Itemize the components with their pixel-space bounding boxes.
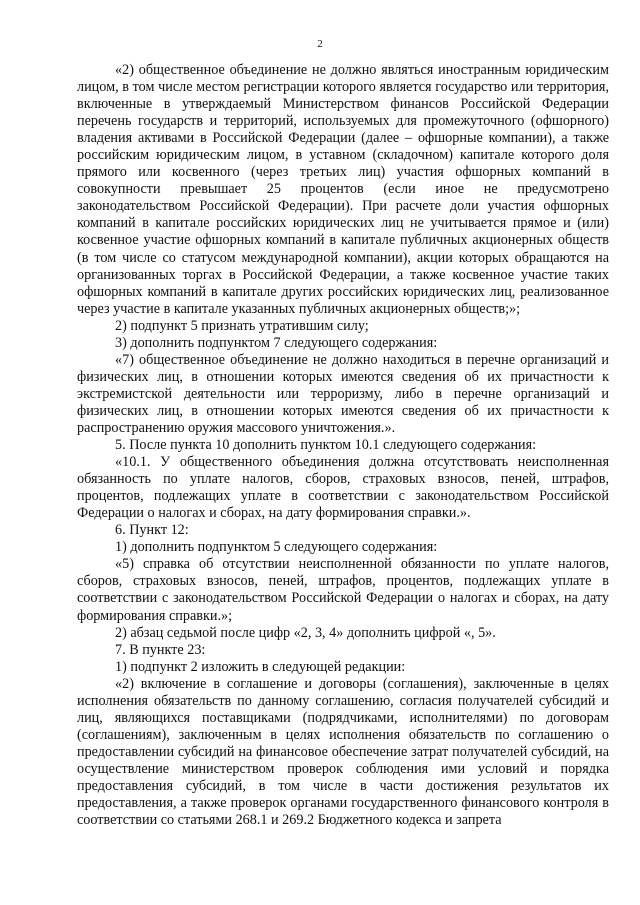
paragraph-add-subclause-7: 3) дополнить подпунктом 7 следующего содержания: (115, 334, 438, 351)
paragraph-certificate-text: «5) справка об отсутствии неисполненной обязанности по уплате налогов, сборов, страховых взносов, пеней, штрафов, процентов, подлежащих уплате в соответствии с законодательством Российской Федерации о налогах и сборах, на дату формирования справки.»; (77, 556, 609, 624)
paragraph-subclause-5-void: 2) подпункт 5 признать утратившим силу; (115, 317, 369, 334)
page-number: 2 (317, 38, 323, 50)
paragraph-item-7-subclause-1: 1) подпункт 2 изложить в следующей редакции: (115, 658, 406, 675)
paragraph-offshore-clause: «2) общественное объединение не должно являться иностранным юридическим лицом, в том числе местом регистрации которого является государство или территория, включенные в утверждаемый Министерством финансов Российской Федерации перечень государств и территорий, используемых для промежуточного (офшорного) владения активами в Российской Федерации (далее – офшорные компании), а также российским юридическим лицом, в уставном (складочном) капитале которого доля прямого или косвенного (через третьих лиц) участия офшорных компаний в совокупности превышает 25 процентов (если иное не предусмотрено законодательством Российской Федерации). При расчете доли участия офшорных компаний в капитале российских юридических лиц не учитывается прямое и (или) косвенное участие офшорных компаний в капитале публичных акционерных обществ (в том числе со статусом международной компании), акции которых обращаются на организованных торгах в Российской Федерации, а также косвенное участие таких офшорных компаний в капитале других российских юридических лиц, реализованное через участие в капитале указанных публичных акционерных обществ;»; (77, 62, 609, 317)
paragraph-item-7: 7. В пункте 23: (115, 641, 206, 658)
paragraph-subclause-7-text: «7) общественное объединение не должно находиться в перечне организаций и физических лиц, в отношении которых имеются сведения об их причастности к экстремистской деятельности или терроризму, либо в перечне организаций и физических лиц, в отношении которых имеются сведения об их причастности к распространению оружия массового уничтожения.». (77, 351, 609, 436)
paragraph-agreement-clause: «2) включение в соглашение и договоры (соглашения), заключенные в целях исполнения обязательств по данному соглашению, согласия получателей субсидий и лиц, являющихся поставщиками (подрядчиками, исполнителями) по договорам (соглашениям), заключенным в целях исполнения обязательств по соглашению о предоставлении субсидий на финансовое обеспечение затрат получателей субсидий, на осуществление министерством проверок соблюдения ими условий и порядка предоставления субсидий, в том числе в части достижения результатов их предоставления, а также проверок органами государственного финансового контроля в соответствии со статьями 268.1 и 269.2 Бюджетного кодекса и запрета (77, 675, 609, 829)
paragraph-item-5: 5. После пункта 10 дополнить пунктом 10.1 следующего содержания: (115, 437, 537, 454)
paragraph-item-6-subclause-1: 1) дополнить подпунктом 5 следующего содержания: (115, 539, 438, 556)
paragraph-item-6: 6. Пункт 12: (115, 522, 189, 539)
paragraph-item-10-1-text: «10.1. У общественного объединения должна отсутствовать неисполненная обязанность по уплате налогов, сборов, страховых взносов, пеней, штрафов, процентов, подлежащих уплате в соответствии с законодательством Российской Федерации о налогах и сборах, на дату формирования справки.». (77, 454, 609, 522)
document-body (77, 62, 609, 829)
paragraph-item-6-subclause-2: 2) абзац седьмой после цифр «2, 3, 4» дополнить цифрой «, 5». (115, 624, 496, 641)
